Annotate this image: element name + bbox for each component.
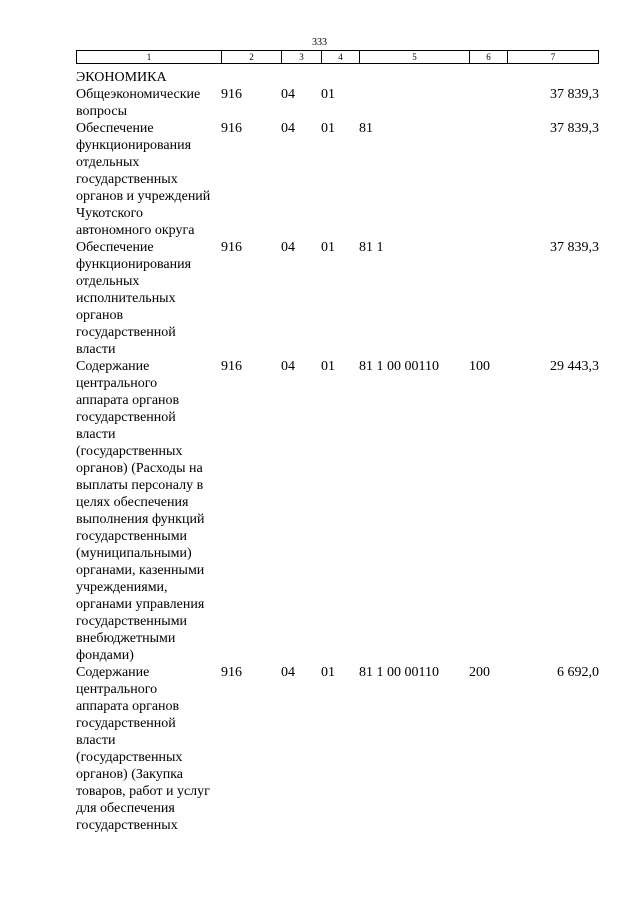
table-row	[76, 86, 599, 120]
row-pr: 01	[321, 665, 335, 680]
section-title: ЭКОНОМИКА	[76, 70, 167, 85]
row-name: Обеспечение функционирования отдельных исполнительных органов государственной власти	[76, 240, 192, 357]
row-vr: 200	[469, 665, 490, 680]
budget-table	[76, 69, 599, 834]
row-rz: 04	[281, 121, 295, 136]
row-csr: 81 1 00 00110	[359, 665, 439, 680]
row-csr: 81 1 00 00110	[359, 359, 439, 374]
row-amount: 37 839,3	[550, 240, 599, 255]
header-col-2: 2	[222, 51, 282, 63]
table-row	[76, 239, 599, 358]
header-col-1: 1	[77, 51, 222, 63]
row-rz: 04	[281, 665, 295, 680]
row-rz: 04	[281, 87, 295, 102]
row-pr: 01	[321, 87, 335, 102]
row-csr: 81 1	[359, 240, 384, 255]
row-rz: 04	[281, 240, 295, 255]
page-number: 333	[312, 37, 327, 48]
row-vr	[469, 86, 507, 120]
row-ved: 916	[221, 121, 242, 136]
table-row	[76, 120, 599, 239]
row-name: Содержание центрального аппарата органов государственной власти (государственных органов) (Закупка товаров, работ и услуг для обеспечения государственных	[76, 665, 210, 833]
column-number-header	[76, 50, 599, 64]
row-pr: 01	[321, 359, 335, 374]
row-amount: 37 839,3	[550, 121, 599, 136]
row-amount: 6 692,0	[557, 665, 599, 680]
row-name: Обеспечение функционирования отдельных государственных органов и учреждений Чукотского автономного округа	[76, 121, 211, 238]
table-row	[76, 664, 599, 834]
row-vr	[469, 239, 507, 358]
row-amount: 37 839,3	[550, 87, 599, 102]
row-amount: 29 443,3	[550, 359, 599, 374]
header-col-4: 4	[322, 51, 360, 63]
row-vr: 100	[469, 359, 490, 374]
header-col-3: 3	[282, 51, 322, 63]
row-csr	[359, 86, 469, 120]
row-pr: 01	[321, 240, 335, 255]
row-csr: 81	[359, 121, 373, 136]
header-col-6: 6	[470, 51, 508, 63]
row-ved: 916	[221, 240, 242, 255]
row-pr: 01	[321, 121, 335, 136]
header-col-7: 7	[550, 52, 556, 62]
row-name: Общеэкономические вопросы	[76, 87, 201, 119]
row-ved: 916	[221, 665, 242, 680]
header-col-5: 5	[360, 51, 470, 63]
table-row	[76, 358, 599, 664]
row-name: Содержание центрального аппарата органов государственной власти (государственных органов) (Расходы на выплаты персоналу в целях обеспечения выполнения функций государственными (муниципальными) органами, казенными учреждениями, органами управления государственными внебюджетными фондами)	[76, 359, 205, 663]
row-ved: 916	[221, 359, 242, 374]
row-rz: 04	[281, 359, 295, 374]
row-ved: 916	[221, 87, 242, 102]
row-vr	[469, 120, 507, 239]
